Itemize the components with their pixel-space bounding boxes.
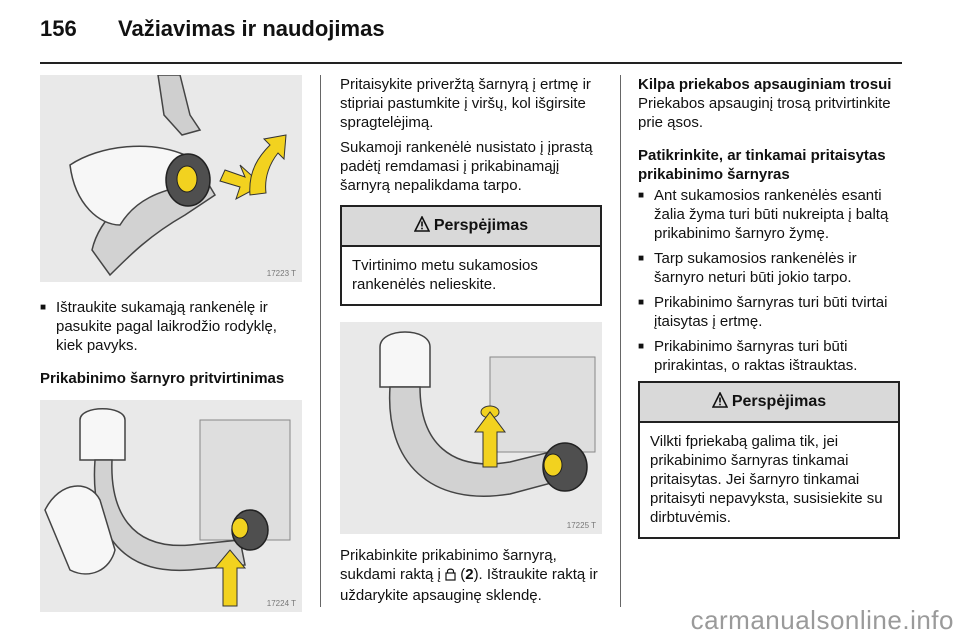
figure-code: 17224 T	[266, 599, 296, 608]
warning-text: Tvirtinimo metu sukamosios rankenėlės nelieskite.	[352, 257, 538, 293]
warning-box	[638, 381, 900, 539]
warning-header	[342, 207, 600, 247]
list-item: ■ Prikabinimo šarnyras turi būti tvirtai įtaisytas į ertmę.	[638, 293, 900, 331]
page-header	[40, 16, 920, 56]
figure-code: 17223 T	[266, 269, 296, 278]
section-heading-check: Patikrinkite, ar tinkamai pritaisytas prikabinimo šarnyras	[638, 147, 886, 183]
page-number: 156	[40, 16, 77, 41]
paragraph-cable: Priekabos apsauginį trosą pritvirtinkite prie ąsos.	[638, 95, 891, 131]
paragraph-push-up: Pritaisykite priveržtą šarnyrą į ertmę ir stipriai pastumkite į viršų, kol išgirsite spragtelėjimą.	[340, 76, 591, 131]
watermark-brand: carmanualsonline.info	[690, 605, 954, 635]
step-number: 2	[465, 566, 474, 583]
paragraph-lock-key: Prikabinkite prikabinimo šarnyrą, sukdami raktą į (2). Ištraukite raktą ir uždarykite apsauginę sklendę.	[340, 547, 598, 604]
warning-box	[340, 205, 602, 306]
column-middle	[340, 75, 602, 605]
warning-title: Perspėjimas	[433, 217, 529, 234]
section-heading-cable-loop: Kilpa priekabos apsauginiam trosui	[638, 76, 892, 93]
figure-unlock-knob	[40, 75, 302, 282]
paragraph-knob-position: Sukamoji rankenėlė nusistato į įprastą padėtį remdamasi į prikabinamąjį šarnyrą nepalikdama tarpo.	[340, 139, 593, 194]
column-left	[40, 75, 302, 612]
warning-triangle-icon	[712, 392, 728, 413]
padlock-icon	[445, 567, 456, 586]
list-item: ■ Tarp sukamosios rankenėlės ir šarnyro neturi būti jokio tarpo.	[638, 249, 900, 287]
warning-triangle-icon	[414, 216, 430, 237]
column-right	[638, 75, 900, 539]
header-rule	[40, 62, 902, 64]
figure-code: 17225 T	[566, 521, 596, 530]
warning-header	[640, 383, 898, 423]
illustration-lock-coupling	[340, 322, 602, 534]
list-item: ■ Ant sukamosios rankenėlės esanti žalia žyma turi būti nukreipta į baltą prikabinimo šarnyro žymę.	[638, 186, 900, 243]
figure-insert-coupling	[40, 400, 302, 612]
step-pull-knob: ■ Ištraukite sukamąją rankenėlę ir pasukite pagal laikrodžio rodyklę, kiek pavyks.	[40, 298, 302, 355]
illustration-insert-coupling	[40, 400, 302, 612]
check-list	[638, 186, 900, 375]
illustration-hand-turning-knob	[40, 75, 302, 282]
warning-title: Perspėjimas	[731, 393, 827, 410]
figure-lock-coupling	[340, 322, 602, 534]
section-heading: Prikabinimo šarnyro pritvirtinimas	[40, 370, 285, 387]
chapter-title: Važiavimas ir naudojimas	[118, 16, 385, 41]
warning-text: Vilkti fpriekabą galima tik, jei prikabinimo šarnyras tinkamai pritaisytas. Jei šarnyro tinkamai pritaisyti nepavyksta, susisiekite su dirbtuvėmis.	[650, 433, 883, 526]
column-divider	[320, 75, 321, 607]
column-divider	[620, 75, 621, 607]
list-item: ■ Prikabinimo šarnyras turi būti prirakintas, o raktas ištrauktas.	[638, 337, 900, 375]
